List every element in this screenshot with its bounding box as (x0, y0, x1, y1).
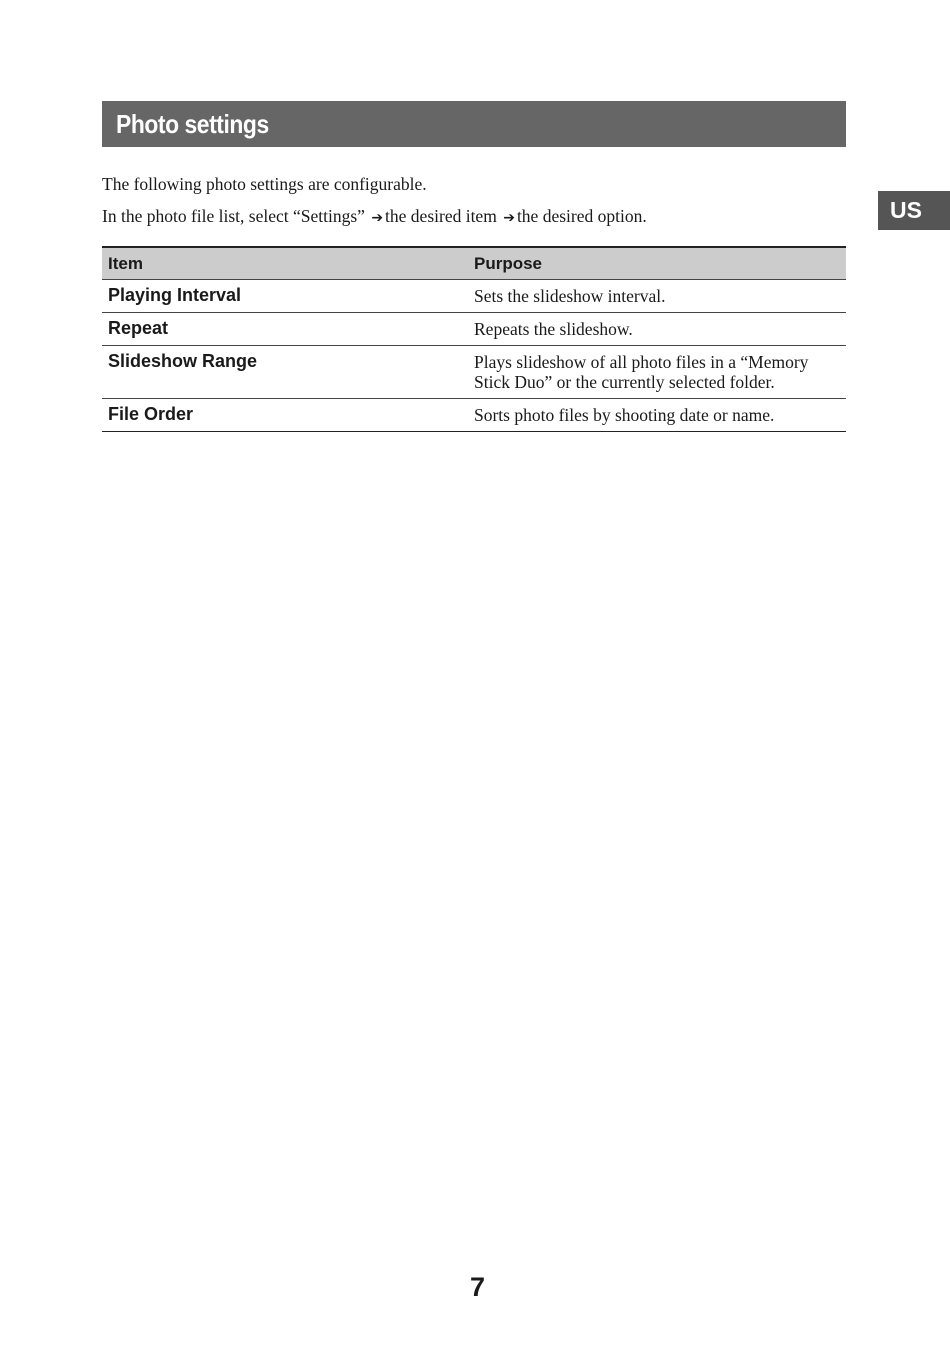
intro-instruction-start: In the photo file list, select “Settings” (102, 206, 365, 226)
table-row (102, 280, 846, 313)
right-arrow-icon: ➔ (503, 210, 515, 226)
table-header-row (102, 247, 846, 280)
item-cell: Slideshow Range (102, 346, 468, 399)
purpose-cell: Sorts photo files by shooting date or name. (474, 405, 775, 425)
column-header-purpose: Purpose (468, 247, 846, 280)
section-title-bar (102, 101, 846, 147)
page-number: 7 (469, 1272, 486, 1302)
table-row (102, 399, 846, 432)
photo-settings-table (102, 246, 846, 432)
column-header-item: Item (102, 247, 468, 280)
table-row (102, 313, 846, 346)
purpose-cell: Sets the slideshow interval. (468, 280, 846, 313)
right-arrow-icon: ➔ (371, 210, 384, 226)
intro-paragraph-2 (102, 206, 647, 228)
table-row (102, 346, 846, 399)
item-cell: Playing Interval (102, 280, 468, 313)
item-cell: Repeat (102, 313, 468, 346)
page-title: Photo settings (116, 108, 269, 139)
intro-instruction-end: the desired option. (516, 206, 647, 226)
purpose-cell: Repeats the slideshow. (468, 313, 846, 346)
item-cell: File Order (108, 404, 194, 424)
purpose-cell: Plays slideshow of all photo files in a “Memory Stick Duo” or the currently selected folder. (468, 346, 846, 399)
intro-instruction-middle: the desired item (385, 206, 497, 226)
language-tab-label: US (890, 197, 922, 223)
intro-paragraph-1: The following photo settings are configurable. (102, 174, 427, 194)
language-tab (878, 191, 950, 230)
